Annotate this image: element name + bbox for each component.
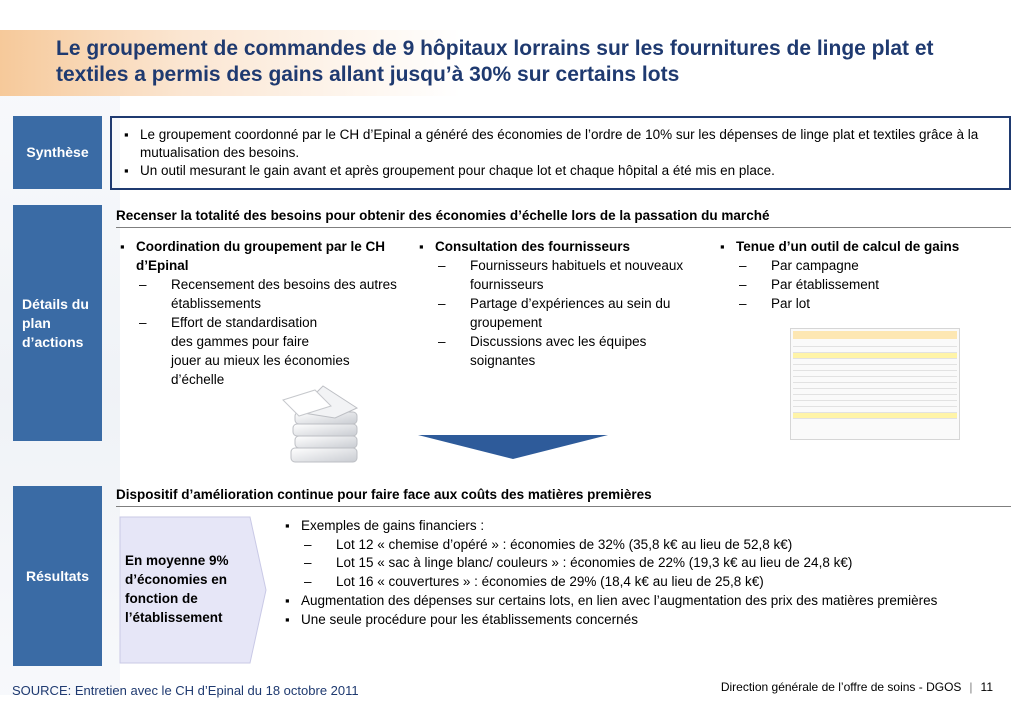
column-2-item: – Partage d’expériences au sein du groupement	[438, 294, 709, 332]
footer-source: SOURCE: Entretien avec le CH d’Epinal du 18 octobre 2011	[12, 683, 359, 698]
calculation-tool-thumbnail	[790, 328, 960, 440]
results-example-item: – Lot 12 « chemise d’opéré » : économies de 32% (35,8 k€ au lieu de 52,8 k€)	[304, 536, 983, 555]
thumbnail-header	[793, 331, 957, 339]
results-examples-lead: ▪ Exemples de gains financiers :	[283, 517, 983, 536]
synthese-bullet: ▪ Un outil mesurant le gain avant et après groupement pour chaque lot et chaque hôpital a été mis en place.	[122, 162, 999, 180]
column-3-item: – Par campagne	[739, 256, 1013, 275]
column-3-lead: ▪ Tenue d’un outil de calcul de gains	[718, 237, 1013, 256]
column-1-item: – Effort de standardisation	[139, 313, 398, 332]
details-label	[13, 205, 102, 441]
details-column-2	[417, 237, 709, 370]
details-column-3	[718, 237, 1013, 313]
column-3-item: – Par lot	[739, 294, 1013, 313]
details-heading: Recenser la totalité des besoins pour obtenir des économies d’échelle lors de la passation du marché	[116, 207, 1011, 228]
synthese-frame	[110, 116, 1011, 190]
folded-linen-icon	[275, 378, 375, 466]
column-3-item: – Par établissement	[739, 275, 1013, 294]
synthese-label: Synthèse	[13, 116, 102, 189]
results-example-item: – Lot 16 « couvertures » : économies de 29% (18,4 k€ au lieu de 25,8 k€)	[304, 573, 983, 592]
details-label-text: Détails du plan d’actions	[22, 295, 89, 350]
resultats-label: Résultats	[13, 486, 102, 666]
down-arrow-icon	[418, 435, 608, 459]
column-1-lead: ▪ Coordination du groupement par le CH d’Epinal	[118, 237, 398, 275]
results-list	[283, 517, 983, 629]
results-bullet: ▪ Augmentation des dépenses sur certains lots, en lien avec l’augmentation des prix des matières premières	[283, 592, 983, 611]
average-savings-callout: En moyenne 9% d’économies en fonction de l’établissement	[125, 553, 229, 625]
results-bullet: ▪ Une seule procédure pour les établissements concernés	[283, 611, 983, 630]
column-2-lead: ▪ Consultation des fournisseurs	[417, 237, 709, 256]
column-1-item: – Recensement des besoins des autres établissements	[139, 275, 398, 313]
details-column-1	[118, 237, 398, 389]
footer-separator: |	[969, 680, 973, 694]
column-1-continuation: d’échelle	[171, 372, 225, 387]
footer-right	[721, 680, 993, 694]
footer-organisation: Direction générale de l’offre de soins - DGOS	[720, 680, 962, 694]
column-1-continuation: jouer au mieux les économies	[171, 353, 350, 368]
page-number: 11	[980, 680, 993, 694]
synthese-bullet: ▪ Le groupement coordonné par le CH d’Epinal a généré des économies de l’ordre de 10% sur les dépenses de linge plat et textiles grâce à la mutualisation des besoins.	[122, 126, 999, 162]
results-example-item: – Lot 15 « sac à linge blanc/ couleurs » : économies de 22% (19,3 k€ au lieu de 24,8 k€)	[304, 554, 983, 573]
column-2-item: – Discussions avec les équipes soignantes	[438, 332, 709, 370]
column-2-item: – Fournisseurs habituels et nouveaux fournisseurs	[438, 256, 709, 294]
page-title: Le groupement de commandes de 9 hôpitaux lorrains sur les fournitures de linge plat et textiles a permis des gains allant jusqu’à 30% sur certains lots	[56, 37, 934, 86]
resultats-heading: Dispositif d’amélioration continue pour faire face aux coûts des matières premières	[116, 486, 1011, 507]
column-1-continuation: des gammes pour faire	[171, 334, 310, 349]
